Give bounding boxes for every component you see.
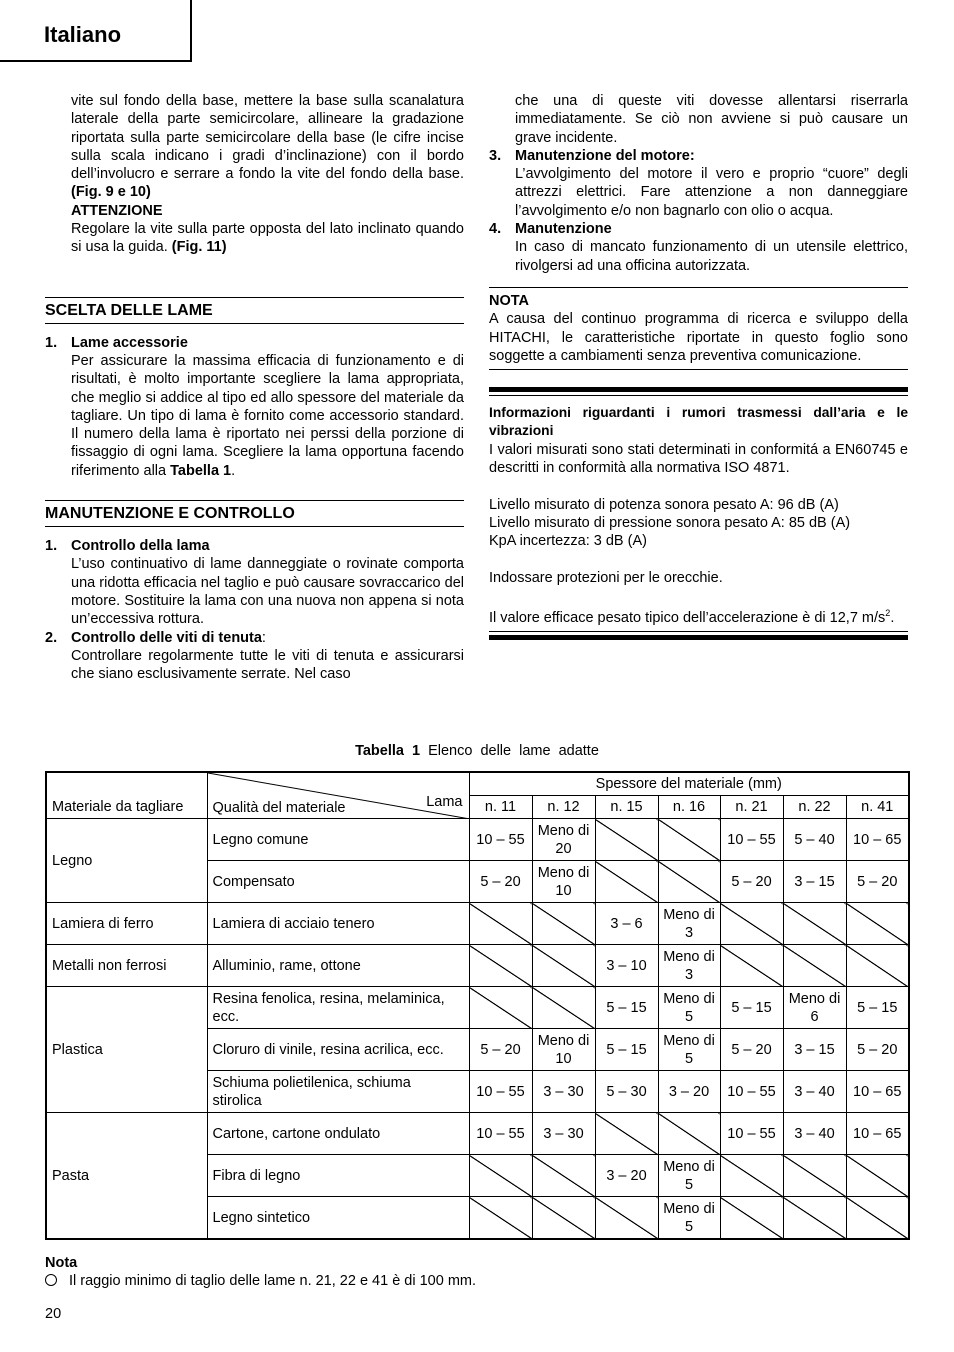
noise-text: I valori misurati sono stati determinati in conformitá a EN60745 e descritti in conformità alla normativa ISO 4871. (489, 441, 908, 477)
not-applicable-cell (595, 1197, 658, 1240)
thickness-value-cell: Meno di 10 (532, 861, 595, 903)
not-applicable-cell (846, 1197, 909, 1240)
blade-header-cell: n. 22 (783, 796, 846, 819)
not-applicable-cell (658, 1113, 720, 1155)
thickness-value-cell: 5 – 20 (720, 1029, 783, 1071)
material-quality-cell: Schiuma polietilenica, schiuma stirolica (207, 1071, 469, 1113)
not-applicable-cell (469, 1197, 532, 1240)
not-applicable-cell (846, 1155, 909, 1197)
maintenance-item: 4. Manutenzione In caso di mancato funzionamento di un utensile elettrico, rivolgersi ad una officina autorizzata. (489, 221, 908, 274)
material-quality-cell: Compensato (207, 861, 469, 903)
header-lama: Lama (426, 794, 463, 810)
material-quality-cell: Legno comune (207, 819, 469, 861)
not-applicable-cell (846, 903, 909, 945)
thickness-value-cell: 3 – 10 (595, 945, 658, 987)
table-row (46, 987, 909, 1029)
material-quality-cell: Alluminio, rame, ottone (207, 945, 469, 987)
not-applicable-cell (469, 987, 532, 1029)
table-caption: Tabella 1 Elenco delle lame adatte (355, 743, 599, 759)
thickness-value-cell: 5 – 40 (783, 819, 846, 861)
thickness-value-cell: 10 – 55 (469, 1071, 532, 1113)
not-applicable-cell (720, 945, 783, 987)
screw-check-continued: che una di queste viti dovesse allentarsi riserrarla immediatamente. Se ciò non avviene si può causare un grave incidente. (515, 93, 908, 146)
noise-title: Informazioni riguardanti i rumori trasmessi dall’aria e le vibrazioni (489, 405, 908, 439)
thickness-value-cell: 5 – 15 (595, 1029, 658, 1071)
not-applicable-cell (595, 861, 658, 903)
motor-maintenance-text: L’avvolgimento del motore il vero e proprio “cuore” degli attrezzi elettrici. Fare attenzione a non danneggiare l’avvolgimento e/o non bagnarlo con olio o acqua. (515, 166, 908, 219)
ear-protection-note: Indossare protezioni per le orecchie. (489, 569, 723, 586)
not-applicable-cell (469, 1155, 532, 1197)
thickness-value-cell: 3 – 20 (595, 1155, 658, 1197)
material-quality-cell: Legno sintetico (207, 1197, 469, 1240)
footer-note-title: Nota (45, 1255, 78, 1271)
thickness-value-cell: 5 – 20 (469, 1029, 532, 1071)
material-quality-cell: Cloruro di vinile, resina acrilica, ecc. (207, 1029, 469, 1071)
sound-power-level: Livello misurato di potenza sonora pesato A: 96 dB (A) (489, 496, 839, 513)
material-group-cell: Plastica (46, 987, 207, 1113)
blade-check-text: L’uso continuativo di lame danneggiate o rovinate comporta una ridotta efficacia nel taglio e può causare sovraccarico del motore. Sostituire la lama con una nuova non appena si nota un’eccessiva rottura. (71, 556, 464, 628)
thickness-value-cell: Meno di 6 (783, 987, 846, 1029)
thickness-value-cell: Meno di 10 (532, 1029, 595, 1071)
section-title-maintenance: MANUTENZIONE E CONTROLLO (45, 500, 464, 527)
maintenance-text: In caso di mancato funzionamento di un utensile elettrico, rivolgersi ad una officina autorizzata. (515, 239, 908, 274)
fig-9-10-ref: (Fig. 9 e 10) (71, 184, 151, 201)
thickness-value-cell: 10 – 65 (846, 819, 909, 861)
language-label: Italiano (44, 22, 122, 47)
circle-bullet-icon (45, 1274, 57, 1286)
header-material: Materiale da tagliare (46, 772, 207, 819)
thickness-value-cell: Meno di 5 (658, 987, 720, 1029)
material-quality-cell: Resina fenolica, resina, melaminica, ecc. (207, 987, 469, 1029)
blade-header-cell: n. 11 (469, 796, 532, 819)
blade-header-cell: n. 21 (720, 796, 783, 819)
table-row (46, 1113, 909, 1155)
sound-pressure-level: Livello misurato di pressione sonora pesato A: 85 dB (A) (489, 514, 851, 531)
thickness-value-cell: 5 – 15 (720, 987, 783, 1029)
thickness-value-cell: 10 – 55 (469, 819, 532, 861)
not-applicable-cell (783, 945, 846, 987)
intro-paragraph: vite sul fondo della base, mettere la base sulla scanalatura laterale della parte semicircolare, allineare la gradazione riportata sulla parte semicircolare della base (le cifre incise sulla scala indicano i gradi d’inclinazione) con il bordo dell’involucro e serrare a fondo la vite del fondo della base. (Fig. 9 e 10) (71, 93, 464, 201)
blade-header-cell: n. 41 (846, 796, 909, 819)
thickness-value-cell: 5 – 20 (720, 861, 783, 903)
blade-check-item: 1. Controllo della lama L’uso continuativo di lame danneggiate o rovinate comporta una ridotta efficacia nel taglio e può causare sovraccarico del motore. Sostituire la lama con una nuova non appena si nota un’eccessiva rottura. (45, 538, 464, 628)
not-applicable-cell (532, 1197, 595, 1240)
right-column (489, 92, 908, 640)
material-quality-cell: Fibra di legno (207, 1155, 469, 1197)
motor-maintenance-title: Manutenzione del motore: (515, 147, 695, 164)
thickness-value-cell: 3 – 6 (595, 903, 658, 945)
thickness-value-cell: Meno di 3 (658, 945, 720, 987)
thickness-value-cell: 3 – 15 (783, 1029, 846, 1071)
section-title-blade-choice: SCELTA DELLE LAME (45, 297, 464, 324)
thickness-value-cell: Meno di 20 (532, 819, 595, 861)
material-group-cell: Legno (46, 819, 207, 903)
thickness-value-cell: 3 – 40 (783, 1113, 846, 1155)
not-applicable-cell (783, 1197, 846, 1240)
material-quality-cell: Lamiera di acciaio tenero (207, 903, 469, 945)
noise-bottom-thick-rule (489, 635, 908, 640)
not-applicable-cell (720, 1197, 783, 1240)
maintenance-title: Manutenzione (515, 221, 612, 238)
blade-accessories-item: 1. Lame accessorie Per assicurare la massima efficacia di funzionamento e di risultati, è molto importante scegliere la lama appropriata, che meglio si addice al tipo ed allo spessore del materiale da tagliare. Un tipo di lama è fornito come accessorio standard. Il numero della lama è riportato nei perssi della porzione di fissaggio di ogni lama. Scegliere la lama opportuna facendo riferimento alla Tabella 1. (45, 334, 464, 479)
not-applicable-cell (469, 903, 532, 945)
blade-header-cell: n. 16 (658, 796, 720, 819)
attention-title: ATTENZIONE (71, 202, 163, 219)
blade-header-cell: n. 12 (532, 796, 595, 819)
thickness-value-cell: 3 – 40 (783, 1071, 846, 1113)
table-row (46, 945, 909, 987)
not-applicable-cell (595, 1113, 658, 1155)
material-group-cell: Lamiera di ferro (46, 903, 207, 945)
thickness-value-cell: 5 – 20 (846, 861, 909, 903)
language-tab (0, 0, 192, 62)
screw-check-text: Controllare regolarmente tutte le viti di tenuta e assicurarsi che siano esclusivamente serrate. Nel caso (71, 647, 464, 683)
uncertainty: KpA incertezza: 3 dB (A) (489, 533, 647, 550)
footer-note (45, 1254, 908, 1291)
blade-check-title: Controllo della lama (71, 538, 210, 555)
nota-title: NOTA (489, 292, 530, 309)
thickness-value-cell: 10 – 55 (720, 1113, 783, 1155)
thickness-value-cell: 5 – 15 (595, 987, 658, 1029)
thickness-value-cell: 5 – 20 (846, 1029, 909, 1071)
not-applicable-cell (532, 945, 595, 987)
thickness-value-cell: 3 – 15 (783, 861, 846, 903)
material-quality-cell: Cartone, cartone ondulato (207, 1113, 469, 1155)
header-thickness: Spessore del materiale (mm) (469, 772, 909, 796)
table-row (46, 819, 909, 861)
left-column (45, 92, 464, 683)
not-applicable-cell (846, 945, 909, 987)
not-applicable-cell (658, 861, 720, 903)
material-group-cell: Metalli non ferrosi (46, 945, 207, 987)
not-applicable-cell (783, 903, 846, 945)
not-applicable-cell (720, 903, 783, 945)
not-applicable-cell (783, 1155, 846, 1197)
not-applicable-cell (658, 819, 720, 861)
thickness-value-cell: 10 – 65 (846, 1071, 909, 1113)
material-group-cell: Pasta (46, 1113, 207, 1240)
blade-selection-table (45, 771, 910, 1240)
thickness-value-cell: Meno di 5 (658, 1029, 720, 1071)
blade-accessories-title: Lame accessorie (71, 334, 188, 351)
not-applicable-cell (469, 945, 532, 987)
thickness-value-cell: Meno di 5 (658, 1197, 720, 1240)
thickness-value-cell: 3 – 30 (532, 1071, 595, 1113)
thickness-value-cell: 5 – 30 (595, 1071, 658, 1113)
not-applicable-cell (532, 1155, 595, 1197)
screw-check-title: Controllo delle viti di tenuta (71, 629, 262, 646)
page-number: 20 (45, 1306, 62, 1322)
motor-maintenance-item: 3. Manutenzione del motore: L’avvolgimento del motore il vero e proprio “cuore” degli attrezzi elettrici. Fare attenzione a non danneggiare l’avvolgimento e/o non bagnarlo con olio o acqua. (489, 147, 908, 219)
thickness-value-cell: 3 – 30 (532, 1113, 595, 1155)
thickness-value-cell: 10 – 65 (846, 1113, 909, 1155)
thickness-value-cell: 10 – 55 (469, 1113, 532, 1155)
thickness-value-cell: Meno di 5 (658, 1155, 720, 1197)
thickness-value-cell: 10 – 55 (720, 819, 783, 861)
thickness-value-cell: 3 – 20 (658, 1071, 720, 1113)
attention-text: Regolare la vite sulla parte opposta del lato inclinato quando si usa la guida. (Fig. 11) (71, 221, 464, 256)
table-row (46, 903, 909, 945)
header-quality-lama (207, 772, 469, 819)
thickness-value-cell: 5 – 15 (846, 987, 909, 1029)
not-applicable-cell (532, 987, 595, 1029)
nota-text: A causa del continuo programma di ricerca e sviluppo della HITACHI, le caratteristiche riportate in questo foglio sono soggette a cambiamenti senza preventiva comunicazione. (489, 311, 908, 364)
blade-accessories-text: Per assicurare la massima efficacia di funzionamento e di risultati, è molto importante scegliere la lama appropriata, che meglio si addice al tipo ed allo spessore del materiale da tagliare. Un tipo di lama è fornito come accessorio standard. Il numero della lama è riportato nei perssi della porzione di fissaggio di ogni lama. Scegliere la lama opportuna facendo riferimento alla Tabella 1. (71, 352, 464, 479)
thickness-value-cell: Meno di 3 (658, 903, 720, 945)
not-applicable-cell (595, 819, 658, 861)
blade-header-cell: n. 15 (595, 796, 658, 819)
footer-note-text: Il raggio minimo di taglio delle lame n. 21, 22 e 41 è di 100 mm. (45, 1272, 908, 1290)
thickness-value-cell: 5 – 20 (469, 861, 532, 903)
vibration-value: Il valore efficace pesato tipico dell’accelerazione è di 12,7 $m/s^2$. (489, 608, 895, 627)
screw-check-item: 2. Controllo delle viti di tenuta: Controllare regolarmente tutte le viti di tenuta e assicurarsi che siano esclusivamente serrate. Nel caso (45, 629, 464, 683)
not-applicable-cell (720, 1155, 783, 1197)
not-applicable-cell (532, 903, 595, 945)
thickness-value-cell: 10 – 55 (720, 1071, 783, 1113)
header-quality: Qualità del materiale (212, 800, 346, 816)
